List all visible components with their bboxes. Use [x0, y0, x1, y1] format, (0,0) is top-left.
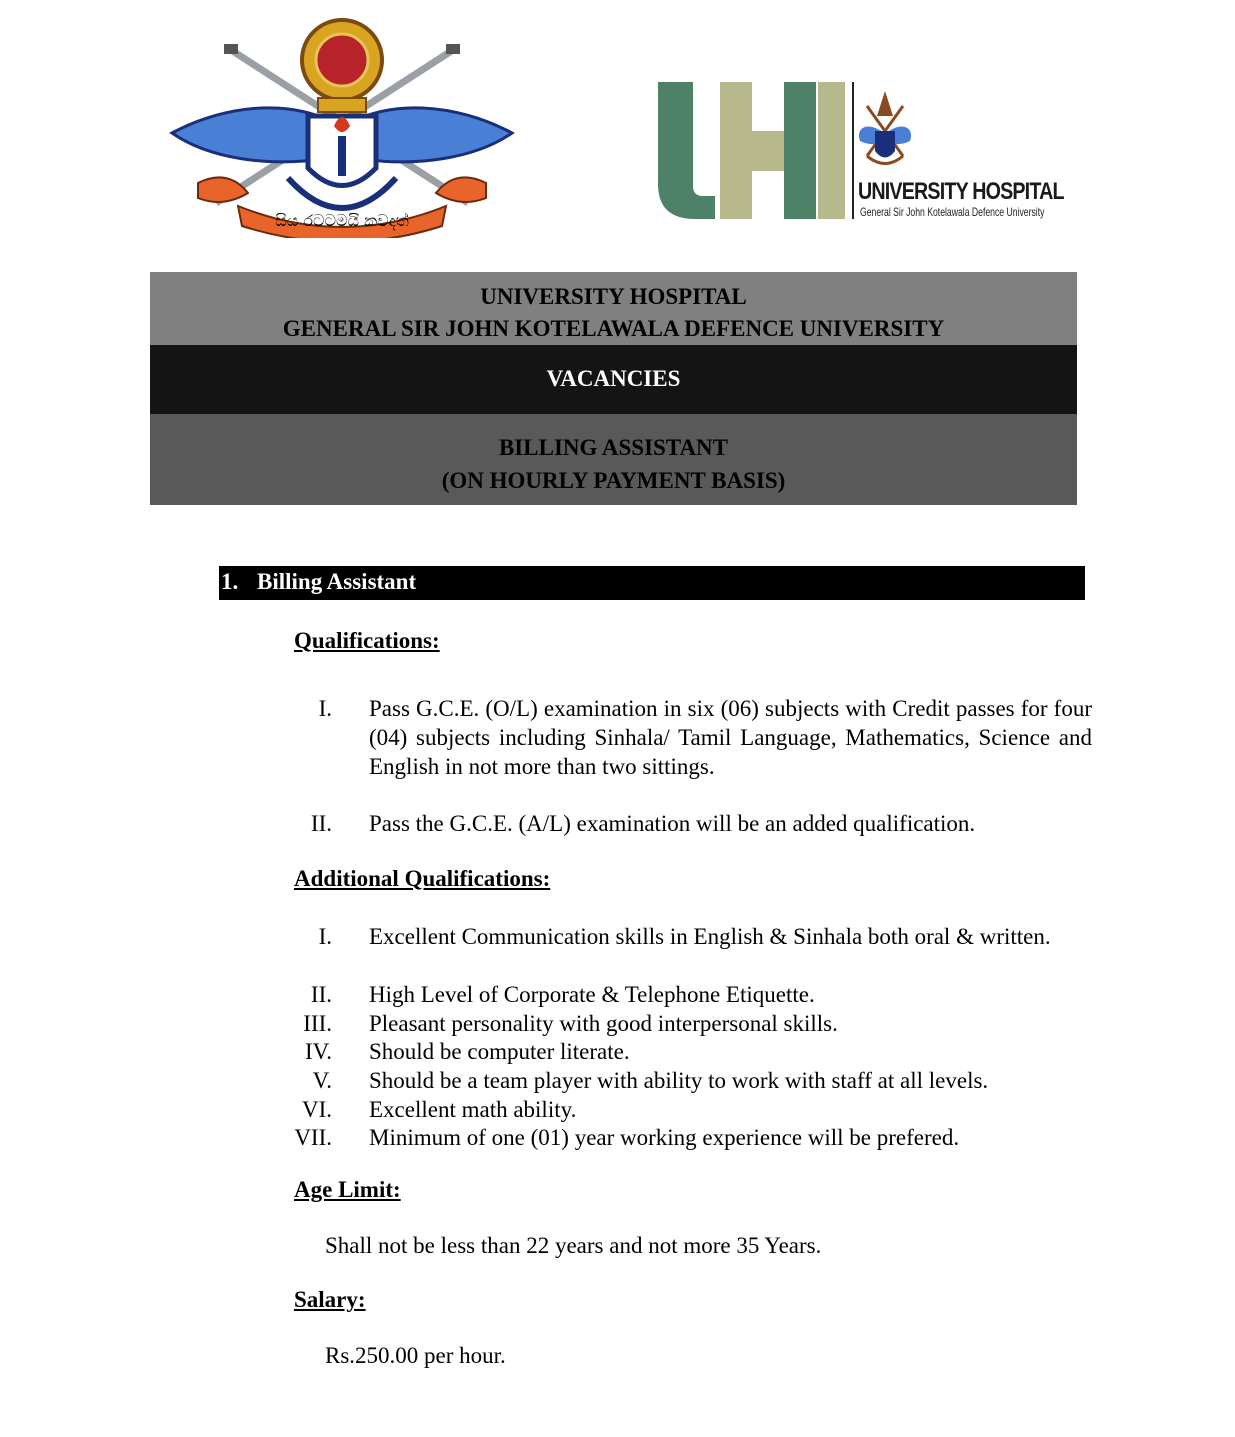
institution-line-2: GENERAL SIR JOHN KOTELAWALA DEFENCE UNIVERSITY	[282, 316, 945, 341]
section-header	[219, 566, 1085, 600]
section-number: 1.	[221, 569, 239, 594]
item-text: Minimum of one (01) year working experience will be prefered.	[369, 1125, 960, 1150]
item-text: Pass the G.C.E. (A/L) examination will be an added qualification.	[369, 811, 976, 836]
salary-text: Rs.250.00 per hour.	[325, 1343, 506, 1368]
item-numeral: I.	[318, 924, 332, 949]
additional-item	[290, 922, 1092, 951]
age-limit-heading: Age Limit:	[294, 1177, 401, 1202]
qualifications-heading: Qualifications:	[294, 628, 440, 653]
vacancies-title: VACANCIES	[546, 366, 681, 391]
vacancies-banner	[150, 345, 1077, 414]
institution-banner	[150, 272, 1077, 345]
additional-item	[290, 1009, 1092, 1038]
item-text: Pleasant personality with good interpersonal skills.	[369, 1011, 838, 1036]
crest-motto: සිය රටටමයි කවදත්	[275, 211, 409, 230]
payment-basis: (ON HOURLY PAYMENT BASIS)	[441, 468, 786, 493]
item-numeral: VI.	[301, 1097, 332, 1122]
item-text: Pass G.C.E. (O/L) examination in six (06) subjects with Credit passes for four (04) subjects including Sinhala/ Tamil Language, Mathematics, Science and English in not more than two sittings.	[369, 696, 1092, 779]
additional-item	[290, 980, 1092, 1009]
position-banner	[150, 414, 1077, 505]
item-text: Should be computer literate.	[369, 1039, 630, 1064]
hospital-logo-subtitle: General Sir John Kotelawala Defence University	[860, 205, 1045, 219]
position-title: BILLING ASSISTANT	[498, 435, 729, 460]
item-numeral: V.	[312, 1068, 332, 1093]
age-limit-text: Shall not be less than 22 years and not more 35 Years.	[325, 1233, 822, 1258]
additional-item	[290, 1066, 1092, 1095]
item-text: Excellent math ability.	[369, 1097, 577, 1122]
additional-item	[290, 1123, 1092, 1152]
sri-lanka-military-crest-logo	[168, 8, 516, 238]
qualification-item	[290, 694, 1092, 781]
item-text: High Level of Corporate & Telephone Etiquette.	[369, 982, 815, 1007]
item-text: Should be a team player with ability to work with staff at all levels.	[369, 1068, 989, 1093]
additional-item	[290, 1095, 1092, 1124]
institution-line-1: UNIVERSITY HOSPITAL	[480, 284, 747, 309]
item-numeral: III.	[303, 1011, 332, 1036]
item-numeral: II.	[310, 982, 332, 1007]
item-numeral: IV.	[304, 1039, 332, 1064]
item-numeral: II.	[310, 811, 332, 836]
additional-qualifications-heading: Additional Qualifications:	[294, 866, 551, 891]
additional-item	[290, 1037, 1092, 1066]
item-text: Excellent Communication skills in English & Sinhala both oral & written.	[369, 924, 1051, 949]
hospital-logo-title: UNIVERSITY HOSPITAL	[858, 178, 1064, 205]
salary-heading: Salary:	[294, 1287, 366, 1312]
section-title: Billing Assistant	[257, 569, 417, 594]
qualification-item	[290, 809, 1092, 838]
item-numeral: VII.	[294, 1125, 332, 1150]
item-numeral: I.	[318, 696, 332, 721]
